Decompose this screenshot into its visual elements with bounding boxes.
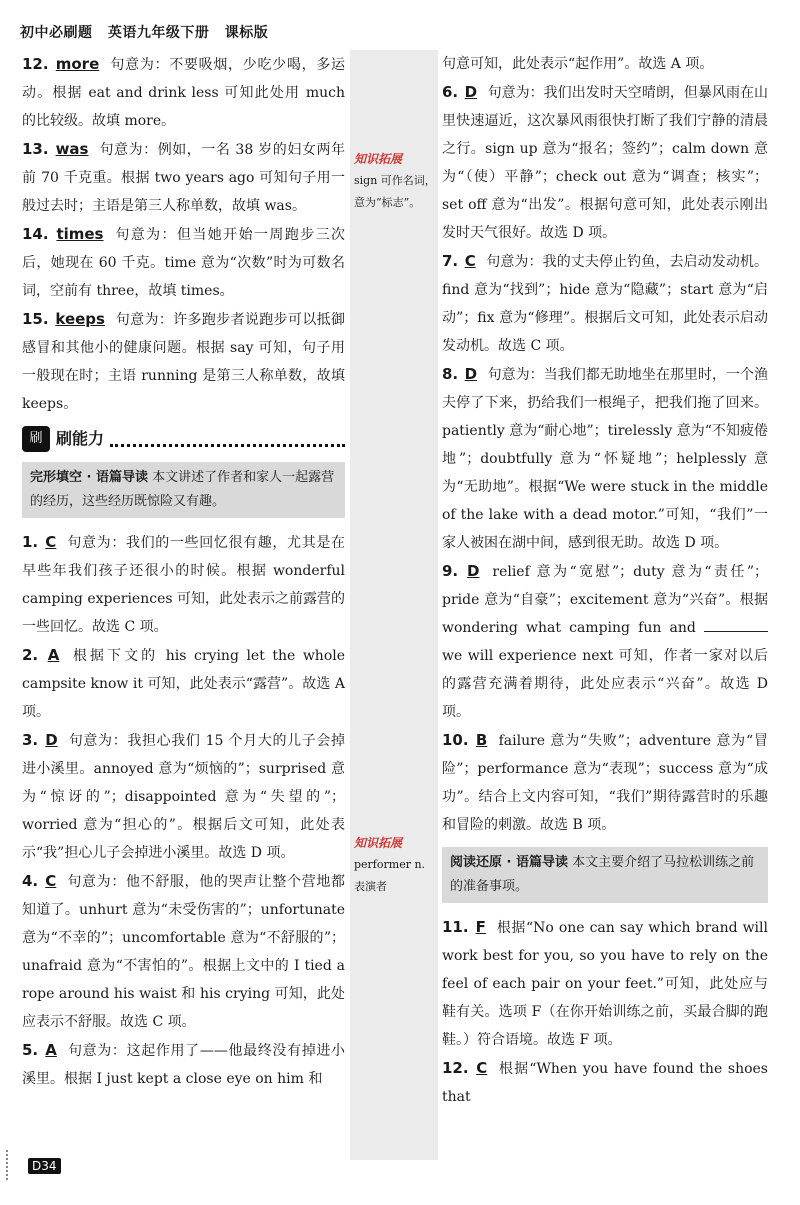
- item-explanation-cont: we will experience next 可知，作者一家对以后的露营充满着期待，此处应表示“兴奋”。故选 D 项。: [442, 648, 768, 720]
- item-explanation: 句意为：我们的一些回忆很有趣，尤其是在早些年我们孩子还很小的时候。根据 wonderful camping experiences 可知，此处表示之前露营的一些回忆。故选 C 项。: [22, 535, 346, 635]
- answer-item: [22, 867, 345, 1036]
- item-answer: D: [45, 731, 58, 749]
- item-answer: more: [55, 55, 100, 73]
- item-explanation: 根据“When you have found the shoes that: [442, 1061, 768, 1105]
- item-answer: D: [467, 562, 480, 580]
- answer-item: [22, 50, 345, 135]
- item-answer: times: [56, 225, 104, 243]
- item-explanation: 根据“No one can say which brand will work best for you, so you have to rely on the feel of each pair on your feet.”可知，此处应与鞋有关。选项 F（在你开始训练之前，买最合脚的跑鞋。）符合语境。故选 F 项。: [442, 920, 768, 1048]
- item-answer: A: [47, 646, 60, 664]
- item-explanation: failure 意为“失败”；adventure 意为“冒险”；performance 意为“表现”；success 意为“成功”。结合上文内容可知，“我们”期待露营时的乐趣和冒险的刺激。故选 B 项。: [442, 733, 768, 833]
- section-label: 刷能力: [56, 429, 105, 448]
- item-answer: D: [464, 83, 478, 101]
- note-label: 知识拓展: [354, 152, 403, 166]
- corner-decoration: [6, 1150, 28, 1180]
- right-column: [442, 50, 768, 1111]
- answer-item: [442, 247, 768, 360]
- note-text: sign 可作名词，意为“标志”。: [354, 174, 436, 209]
- answer-item: [22, 220, 345, 305]
- left-column: [22, 50, 345, 1093]
- item-number: 11.: [442, 918, 469, 936]
- item-number: 13.: [22, 140, 49, 158]
- item-explanation: 根据下文的 his crying let the whole campsite know it 可知，此处表示“露营”。故选 A 项。: [22, 648, 346, 720]
- item-number: 5.: [22, 1041, 39, 1059]
- item-number: 12.: [442, 1059, 469, 1077]
- guide-title: 阅读还原 · 语篇导读: [450, 855, 568, 870]
- item-number: 7.: [442, 252, 459, 270]
- answer-item: [22, 135, 345, 220]
- item-number: 14.: [22, 225, 49, 243]
- item-answer: A: [45, 1041, 57, 1059]
- item-explanation: 句意为：我担心我们 15 个月大的儿子会掉进小溪里。annoyed 意为“烦恼的”；surprised 意为“惊讶的”；disappointed 意为“失望的”；worried 意为“担心的”。根据后文可知，此处表示“我”担心儿子会掉进小溪里。故选 D 项。: [22, 733, 345, 861]
- sidebar-notes-area: [350, 50, 438, 1160]
- continued-text: 句意可知，此处表示“起作用”。故选 A 项。: [442, 56, 714, 72]
- item-explanation: 句意为：他不舒服，他的哭声让整个营地都知道了。unhurt 意为“未受伤害的”；unfortunate 意为“不幸的”；uncomfortable 意为“不舒服的”；unafraid 意为“不害怕的”。根据上文中的 I tied a rope around his waist 和 his crying 可知，此处应表示不舒服。故选 C 项。: [22, 874, 346, 1030]
- guide-text: 本文讲述了作者和家人一起露营的经历，这些经历既惊险又有趣。: [30, 470, 335, 509]
- answer-item: [22, 1036, 345, 1093]
- item-explanation: 句意为：这起作用了——他最终没有掉进小溪里。根据 I just kept a close eye on him 和: [22, 1043, 346, 1087]
- reading-guide: [442, 847, 768, 903]
- item-answer: B: [475, 731, 488, 749]
- item-explanation: 句意为：我的丈夫停止钓鱼，去启动发动机。find 意为“找到”；hide 意为“隐藏”；start 意为“启动”；fix 意为“修理”。根据后文可知，此处表示启动发动机。故选 C 项。: [442, 254, 769, 354]
- item-explanation: 句意为：许多跑步者说跑步可以抵御感冒和其他小的健康问题。根据 say 可知，句子用一般现在时；主语 running 是第三人称单数，故填 keeps。: [22, 312, 346, 412]
- item-explanation: 句意为：但当她开始一周跑步三次后，她现在 60 千克。time 意为“次数”时为可数名词，空前有 three，故填 times。: [22, 227, 346, 299]
- answer-item: [442, 1054, 768, 1111]
- item-answer: C: [45, 872, 57, 890]
- page-header: [20, 22, 278, 42]
- item-answer: C: [464, 252, 476, 270]
- answer-item: [442, 78, 768, 247]
- answer-item: [22, 726, 345, 867]
- item-number: 3.: [22, 731, 39, 749]
- brush-icon: 刷: [22, 426, 50, 452]
- item-explanation: 句意为：例如，一名 38 岁的妇女两年前 70 千克重。根据 two years ago 可知句子用一般过去时；主语是第三人称单数，故填 was。: [22, 142, 345, 214]
- item-explanation: relief 意为“宽慰”；duty 意为“责任”；pride 意为“自豪”；excitement 意为“兴奋”。根据 wondering what camping fun and: [442, 564, 768, 636]
- item-answer: was: [55, 140, 89, 158]
- item-number: 2.: [22, 646, 39, 664]
- answer-item: [442, 360, 768, 557]
- answer-item: [22, 528, 345, 641]
- section-heading: [22, 424, 345, 454]
- item-number: 6.: [442, 83, 459, 101]
- note-label: 知识拓展: [354, 836, 403, 850]
- guide-text: 本文主要介绍了马拉松训练之前的准备事项。: [450, 855, 755, 894]
- answer-item: [442, 557, 768, 726]
- item-answer: D: [464, 365, 478, 383]
- book-title: 初中必刷题: [20, 25, 93, 41]
- item-explanation: 句意为：我们出发时天空晴朗，但暴风雨在山里快速逼近，这次暴风雨很快打断了我们宁静的清晨之行。sign up 意为“报名；签约”；calm down 意为“（使）平静”；check out 意为“调查；核实”；set off 意为“出发”。根据句意可知，此处表示刚出发时天气很好。故选 D 项。: [442, 85, 769, 241]
- item-explanation: 句意为：不要吸烟，少吃少喝，多运动。根据 eat and drink less 可知此处用 much 的比较级。故填 more。: [22, 57, 345, 129]
- knowledge-note-2: [354, 832, 438, 898]
- answer-item: [442, 913, 768, 1054]
- answer-item: [22, 641, 345, 726]
- item-number: 9.: [442, 562, 459, 580]
- item-answer: F: [475, 918, 486, 936]
- page-number: D34: [28, 1158, 61, 1174]
- item-number: 4.: [22, 872, 39, 890]
- cloze-guide: [22, 462, 345, 518]
- edition-label: 课标版: [224, 25, 269, 41]
- dotted-divider: [110, 432, 345, 447]
- item-number: 12.: [22, 55, 49, 73]
- item-answer: C: [476, 1059, 488, 1077]
- item-answer: C: [45, 533, 57, 551]
- item-number: 8.: [442, 365, 459, 383]
- note-text: performer n. 表演者: [354, 858, 426, 893]
- item-number: 10.: [442, 731, 469, 749]
- item-number: 15.: [22, 310, 49, 328]
- answer-item: [442, 726, 768, 839]
- knowledge-note-1: [354, 148, 438, 214]
- item-answer: keeps: [55, 310, 105, 328]
- answer-item: [22, 305, 345, 418]
- subject-title: 英语九年级下册: [107, 25, 210, 41]
- answer-blank: [704, 617, 768, 632]
- guide-title: 完形填空 · 语篇导读: [30, 470, 148, 485]
- item-explanation: 句意为：当我们都无助地坐在那里时，一个渔夫停了下来，扔给我们一根绳子，把我们拖了回来。patiently 意为“耐心地”；tirelessly 意为“不知疲倦地”；doubtfully 意为“怀疑地”；helplessly 意为“无助地”。根据“We were stuck in the middle of the lake with a dead motor.”可知，“我们”一家人被困在湖中间，感到很无助。故选 D 项。: [442, 367, 769, 551]
- item-number: 1.: [22, 533, 39, 551]
